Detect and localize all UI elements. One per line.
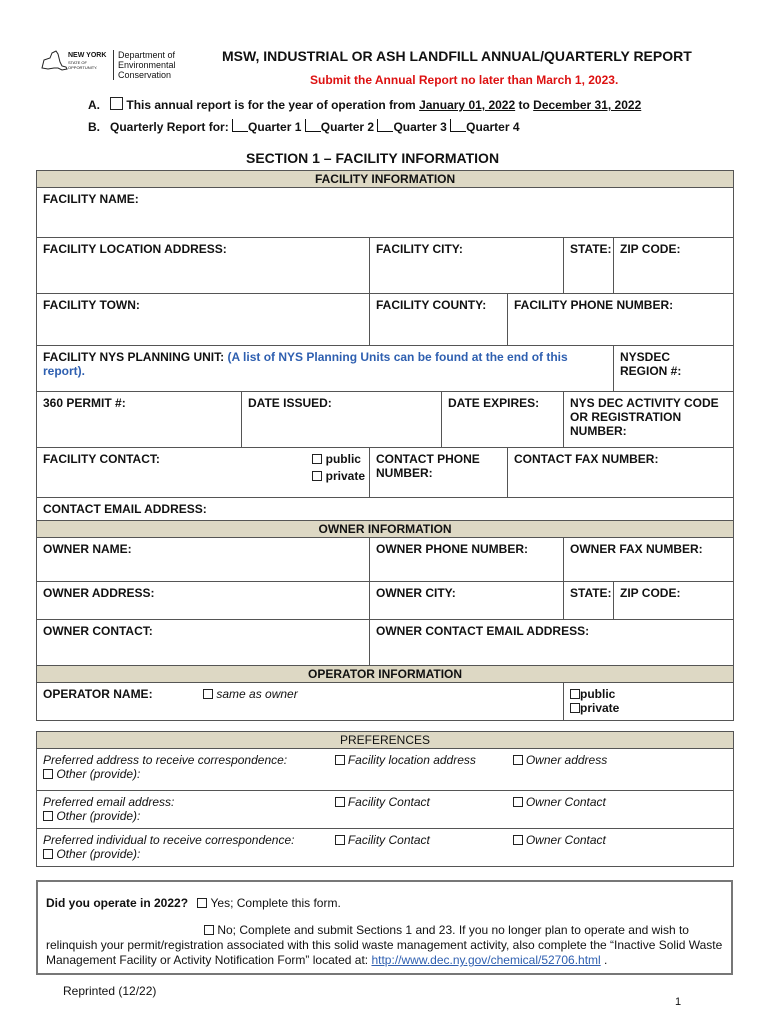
operate-yes-checkbox[interactable] [197,898,207,908]
operate-question: Did you operate in 2022? [46,896,189,910]
nys-dec-logo [38,46,188,86]
owner-state-label: STATE: [570,586,612,600]
annual-report-label: This annual report is for the year of operation from [126,98,416,112]
line-a-prefix: A. [88,98,100,112]
owner-info-header: OWNER INFORMATION [37,521,734,538]
operator-name-label: OPERATOR NAME: [43,687,153,701]
facility-public-label: public [325,452,361,466]
facility-location-label: FACILITY LOCATION ADDRESS: [43,242,227,256]
pref-email-facility-label: Facility Contact [347,795,430,809]
region-label-1: NYSDEC [620,350,671,364]
contact-phone-field[interactable] [370,448,508,498]
facility-info-header: FACILITY INFORMATION [37,171,734,188]
pref-address-label: Preferred address to receive correspondence: [43,753,288,767]
quarter-4-blank[interactable] [450,120,466,132]
owner-zip-label: ZIP CODE: [620,586,681,600]
quarterly-report-line [88,120,520,134]
pref-individual-other-checkbox[interactable] [43,849,53,859]
owner-address-label: OWNER ADDRESS: [43,586,155,600]
contact-fax-label: CONTACT FAX NUMBER: [514,452,659,466]
facility-name-label: FACILITY NAME: [43,192,139,206]
facility-state-label: STATE: [570,242,612,256]
facility-private-label: private [325,469,365,483]
planning-unit-note: (A list of NYS Planning Units can be found at the end of this report). [43,350,568,378]
owner-name-field[interactable] [37,538,370,582]
facility-town-field[interactable] [37,294,370,346]
facility-state-field[interactable] [564,238,614,294]
facility-location-field[interactable] [37,238,370,294]
operator-type-field[interactable] [564,683,734,721]
logo-tagline-2: OPPORTUNITY. [68,65,98,70]
contact-email-label: CONTACT EMAIL ADDRESS: [43,502,207,516]
quarter-2-label: Quarter 2 [320,120,375,134]
same-as-owner-checkbox[interactable] [203,689,213,699]
facility-county-field[interactable] [370,294,508,346]
facility-contact-label: FACILITY CONTACT: [43,452,160,466]
pref-email-label: Preferred email address: [43,795,175,809]
quarter-1-blank[interactable] [232,120,248,132]
facility-private-checkbox[interactable] [312,471,322,481]
owner-city-label: OWNER CITY: [376,586,456,600]
region-field[interactable] [614,346,734,392]
owner-name-label: OWNER NAME: [43,542,132,556]
owner-address-field[interactable] [37,582,370,620]
operator-name-field[interactable] [37,683,564,721]
pref-address-row [37,749,329,791]
operator-private-label: private [580,701,620,715]
pref-individual-facility-label: Facility Contact [347,833,430,847]
pref-email-owner-checkbox[interactable] [513,797,523,807]
operate-yes-label: Yes; Complete this form. [210,896,341,910]
logo-state-name: NEW YORK [68,52,107,59]
facility-public-checkbox[interactable] [312,454,322,464]
year-start-date: January 01, 2022 [419,98,516,112]
pref-individual-owner-label: Owner Contact [525,833,606,847]
pref-address-owner-label: Owner address [525,753,608,767]
pref-email-row [37,791,329,829]
pref-individual-owner-checkbox[interactable] [513,835,523,845]
annual-report-checkbox[interactable] [110,97,123,110]
pref-individual-label: Preferred individual to receive correspondence: [43,833,295,847]
logo-dept-line3: Conservation [118,70,172,80]
to-label: to [518,98,530,112]
owner-email-field[interactable] [370,620,734,666]
year-end-date: December 31, 2022 [533,98,642,112]
operator-info-header: OPERATOR INFORMATION [37,666,734,683]
inactive-form-link[interactable]: http://www.dec.ny.gov/chemical/52706.html [371,953,601,967]
pref-address-facility-label: Facility location address [347,753,476,767]
facility-contact-field[interactable] [37,448,370,498]
planning-unit-label: FACILITY NYS PLANNING UNIT: [43,350,225,364]
pref-individual-facility-checkbox[interactable] [335,835,345,845]
logo-divider [113,50,114,80]
owner-city-field[interactable] [370,582,564,620]
new-york-state-map-icon [38,50,68,74]
facility-phone-field[interactable] [508,294,734,346]
owner-phone-label: OWNER PHONE NUMBER: [376,542,528,556]
facility-form-table [36,170,734,721]
pref-address-facility-checkbox[interactable] [335,755,345,765]
operate-no-checkbox[interactable] [204,925,214,935]
annual-report-line [88,97,641,112]
page-title: MSW, INDUSTRIAL OR ASH LANDFILL ANNUAL/QUARTERLY REPORT [222,48,692,64]
owner-state-field[interactable] [564,582,614,620]
facility-zip-label: ZIP CODE: [620,242,681,256]
date-expires-field[interactable] [442,392,564,448]
owner-contact-field[interactable] [37,620,370,666]
contact-phone-label: CONTACT PHONE NUMBER: [376,452,480,480]
region-label-2: REGION #: [620,364,682,378]
facility-county-label: FACILITY COUNTY: [376,298,487,312]
pref-individual-other-label: Other (provide): [56,847,141,861]
activity-code-field[interactable] [564,392,734,448]
logo-dept-line1: Department of [118,50,176,60]
quarter-2-blank[interactable] [305,120,321,132]
pref-address-owner-checkbox[interactable] [513,755,523,765]
quarter-3-blank[interactable] [377,120,393,132]
quarter-4-label: Quarter 4 [466,120,520,134]
facility-city-field[interactable] [370,238,564,294]
quarter-3-label: Quarter 3 [393,120,447,134]
quarterly-report-label: Quarterly Report for: [110,120,229,134]
date-issued-label: DATE ISSUED: [248,396,332,410]
pref-email-facility-checkbox[interactable] [335,797,345,807]
permit-label: 360 PERMIT #: [43,396,126,410]
quarter-1-label: Quarter 1 [248,120,302,134]
pref-address-other-label: Other (provide): [56,767,141,781]
line-b-prefix: B. [88,120,100,134]
operator-public-label: public [580,687,616,701]
pref-address-other-checkbox[interactable] [43,769,53,779]
operate-no-end: . [604,953,608,967]
pref-individual-row [37,829,329,867]
section-title: SECTION 1 – FACILITY INFORMATION [246,150,500,166]
owner-email-label: OWNER CONTACT EMAIL ADDRESS: [376,624,590,638]
contact-fax-field[interactable] [508,448,734,498]
facility-phone-label: FACILITY PHONE NUMBER: [514,298,674,312]
owner-phone-field[interactable] [370,538,564,582]
owner-contact-label: OWNER CONTACT: [43,624,153,638]
pref-email-other-label: Other (provide): [56,809,141,823]
facility-zip-field[interactable] [614,238,734,294]
pref-email-owner-label: Owner Contact [525,795,606,809]
owner-fax-field[interactable] [564,538,734,582]
planning-unit-field[interactable] [37,346,614,392]
operator-private-checkbox[interactable] [570,703,580,713]
owner-fax-label: OWNER FAX NUMBER: [570,542,703,556]
same-as-owner-label: same as owner [216,687,298,701]
facility-city-label: FACILITY CITY: [376,242,463,256]
operate-question-box [36,880,733,975]
date-expires-label: DATE EXPIRES: [448,396,540,410]
operator-public-checkbox[interactable] [570,689,580,699]
pref-email-other-checkbox[interactable] [43,811,53,821]
owner-zip-field[interactable] [614,582,734,620]
operate-no-text: No; Complete and submit Sections 1 and 23. If you no longer plan to operate and wish to relinquish your permit/registration associated with this solid waste management activity, also complete the “Inactive Solid Waste Management Facility or Activity Notification Form” located at: [46,923,723,967]
preferences-header: PREFERENCES [37,732,734,749]
preferences-table [36,731,734,867]
permit-field[interactable] [37,392,242,448]
deadline-note: Submit the Annual Report no later than March 1, 2023. [310,73,619,87]
reprinted-note: Reprinted (12/22) [63,984,157,998]
date-issued-field[interactable] [242,392,442,448]
facility-town-label: FACILITY TOWN: [43,298,140,312]
facility-name-field[interactable] [37,188,734,238]
logo-tagline-1: STATE OF [68,60,87,65]
logo-dept-line2: Environmental [118,60,176,70]
contact-email-field[interactable] [37,498,734,521]
activity-code-label: NYS DEC ACTIVITY CODE OR REGISTRATION NUMBER: [570,396,719,438]
page-number: 1 [675,996,682,1008]
